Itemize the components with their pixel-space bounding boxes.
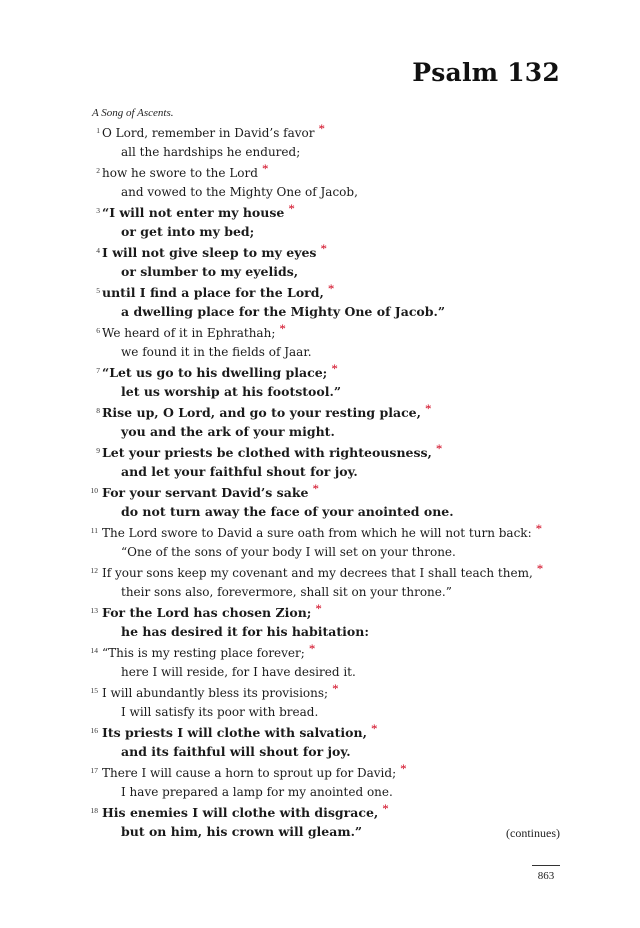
- verse-line-second: he has desired it for his habitation:: [121, 624, 369, 639]
- verse-line-first: [102, 241, 327, 262]
- footer-rule: [532, 865, 560, 866]
- verse: [0, 321, 640, 364]
- verse-line-second: you and the ark of your might.: [121, 424, 335, 439]
- verse-line-first-text: His enemies I will clothe with disgrace,: [102, 805, 379, 820]
- verse-line-second: and let your faithful shout for joy.: [121, 464, 358, 479]
- page-number: 863: [537, 870, 555, 882]
- verse-number: 18: [90, 806, 98, 815]
- verse-line-first-text: Let your priests be clothed with righteousness,: [102, 445, 432, 460]
- verse: [0, 481, 640, 524]
- asterisk-mark: *: [288, 201, 295, 216]
- verse-line-second: let us worship at his footstool.”: [121, 384, 342, 399]
- asterisk-mark: *: [279, 321, 286, 336]
- asterisk-mark: *: [315, 601, 322, 616]
- asterisk-mark: *: [535, 521, 543, 536]
- asterisk-mark: *: [536, 561, 544, 576]
- verse-line-first-text: We heard of it in Ephrathah;: [102, 326, 276, 340]
- verse-number: 1: [96, 126, 100, 135]
- verse-line-second: or slumber to my eyelids,: [121, 264, 299, 279]
- verse: [0, 721, 640, 764]
- verse-line-first-text: O Lord, remember in David’s favor: [102, 126, 315, 140]
- verse: [0, 361, 640, 404]
- verse-line-first: [102, 761, 407, 782]
- verse-line-first: [102, 801, 389, 822]
- verse-line-first-text: Its priests I will clothe with salvation,: [102, 725, 367, 740]
- verse-line-first-text: For the Lord has chosen Zion;: [102, 605, 312, 620]
- verse-number: 11: [90, 526, 98, 535]
- verse-number: 6: [96, 326, 100, 335]
- verse-line-first-text: The Lord swore to David a sure oath from which he will not turn back:: [102, 526, 532, 540]
- verse-line-first-text: “This is my resting place forever;: [102, 646, 305, 660]
- verse: [0, 161, 640, 204]
- verse-line-second: their sons also, forevermore, shall sit on your throne.”: [121, 585, 452, 599]
- asterisk-mark: *: [332, 681, 339, 696]
- asterisk-mark: *: [308, 641, 316, 656]
- verse: [0, 761, 640, 804]
- asterisk-mark: *: [318, 121, 326, 136]
- page-title: Psalm 132: [412, 58, 560, 87]
- verse-number: 4: [96, 246, 100, 255]
- asterisk-mark: *: [261, 161, 269, 176]
- verse-line-second: all the hardships he endured;: [121, 145, 301, 159]
- verse: [0, 681, 640, 724]
- verse-line-first: [102, 681, 339, 702]
- verse-number: 17: [90, 766, 98, 775]
- verse: [0, 241, 640, 284]
- verse-line-first: [102, 281, 335, 302]
- verse-line-first: [102, 321, 286, 342]
- verse-line-first: [102, 361, 338, 382]
- verse-line-second: and vowed to the Mighty One of Jacob,: [121, 185, 358, 199]
- verse-line-first-text: I will not give sleep to my eyes: [102, 245, 317, 260]
- asterisk-mark: *: [331, 361, 338, 376]
- verse-number: 8: [96, 406, 100, 415]
- continues-note: (continues): [506, 826, 560, 840]
- verse-line-first: [102, 601, 322, 622]
- verse-number: 16: [90, 726, 98, 735]
- verse: [0, 561, 640, 604]
- asterisk-mark: *: [327, 281, 335, 296]
- verse-number: 9: [96, 446, 100, 455]
- asterisk-mark: *: [370, 721, 378, 736]
- verse-number: 14: [90, 646, 98, 655]
- verse-line-first-text: “I will not enter my house: [102, 205, 285, 220]
- verse-line-first: [102, 121, 326, 142]
- verse-line-second: and its faithful will shout for joy.: [121, 744, 351, 759]
- verse-number: 2: [96, 166, 100, 175]
- asterisk-mark: *: [312, 481, 319, 496]
- verse-number: 5: [96, 286, 100, 295]
- verse: [0, 201, 640, 244]
- verse: [0, 401, 640, 444]
- verse-line-second: I have prepared a lamp for my anointed one.: [121, 785, 393, 799]
- verse: [0, 521, 640, 564]
- verse-number: 7: [96, 366, 100, 375]
- verse-line-first-text: For your servant David’s sake: [102, 485, 309, 500]
- verse-line-first: [102, 161, 269, 182]
- verse-line-second: a dwelling place for the Mighty One of Jacob.”: [121, 304, 446, 319]
- verse: [0, 441, 640, 484]
- verse-line-first-text: Rise up, O Lord, and go to your resting place,: [102, 405, 421, 420]
- verse-line-second: we found it in the fields of Jaar.: [121, 345, 312, 359]
- verse: [0, 641, 640, 684]
- verse-line-first-text: I will abundantly bless its provisions;: [102, 686, 329, 700]
- asterisk-mark: *: [320, 241, 327, 256]
- verse-line-second: do not turn away the face of your anointed one.: [121, 504, 454, 519]
- verse-line-first: [102, 721, 378, 742]
- verse-number: 3: [96, 206, 100, 215]
- asterisk-mark: *: [435, 441, 443, 456]
- asterisk-mark: *: [400, 761, 407, 776]
- asterisk-mark: *: [425, 401, 432, 416]
- verse-line-second: I will satisfy its poor with bread.: [121, 705, 319, 719]
- verse-list: [0, 121, 640, 844]
- verse: [0, 601, 640, 644]
- verse-line-second: “One of the sons of your body I will set on your throne.: [121, 545, 456, 559]
- verse-line-second: but on him, his crown will gleam.”: [121, 824, 363, 839]
- verse-line-second: here I will reside, for I have desired it.: [121, 665, 356, 679]
- psalm-subtitle: A Song of Ascents.: [92, 107, 174, 119]
- asterisk-mark: *: [382, 801, 389, 816]
- verse-line-first: [102, 441, 443, 462]
- verse-line-first: [102, 641, 316, 662]
- verse-line-first-text: “Let us go to his dwelling place;: [102, 365, 328, 380]
- verse-line-first: [102, 201, 295, 222]
- verse-number: 10: [90, 486, 98, 495]
- verse-line-first: [102, 561, 544, 582]
- verse-number: 13: [90, 606, 98, 615]
- verse-line-first-text: If your sons keep my covenant and my decrees that I shall teach them,: [102, 566, 533, 580]
- verse: [0, 121, 640, 164]
- verse-number: 12: [90, 566, 98, 575]
- verse-line-second: or get into my bed;: [121, 224, 255, 239]
- verse-number: 15: [90, 686, 98, 695]
- verse-line-first: [102, 481, 319, 502]
- verse-line-first-text: until I find a place for the Lord,: [102, 285, 324, 300]
- verse-line-first-text: There I will cause a horn to sprout up for David;: [102, 766, 397, 780]
- verse-line-first-text: how he swore to the Lord: [102, 166, 258, 180]
- verse: [0, 281, 640, 324]
- verse-line-first: [102, 521, 543, 542]
- verse-line-first: [102, 401, 432, 422]
